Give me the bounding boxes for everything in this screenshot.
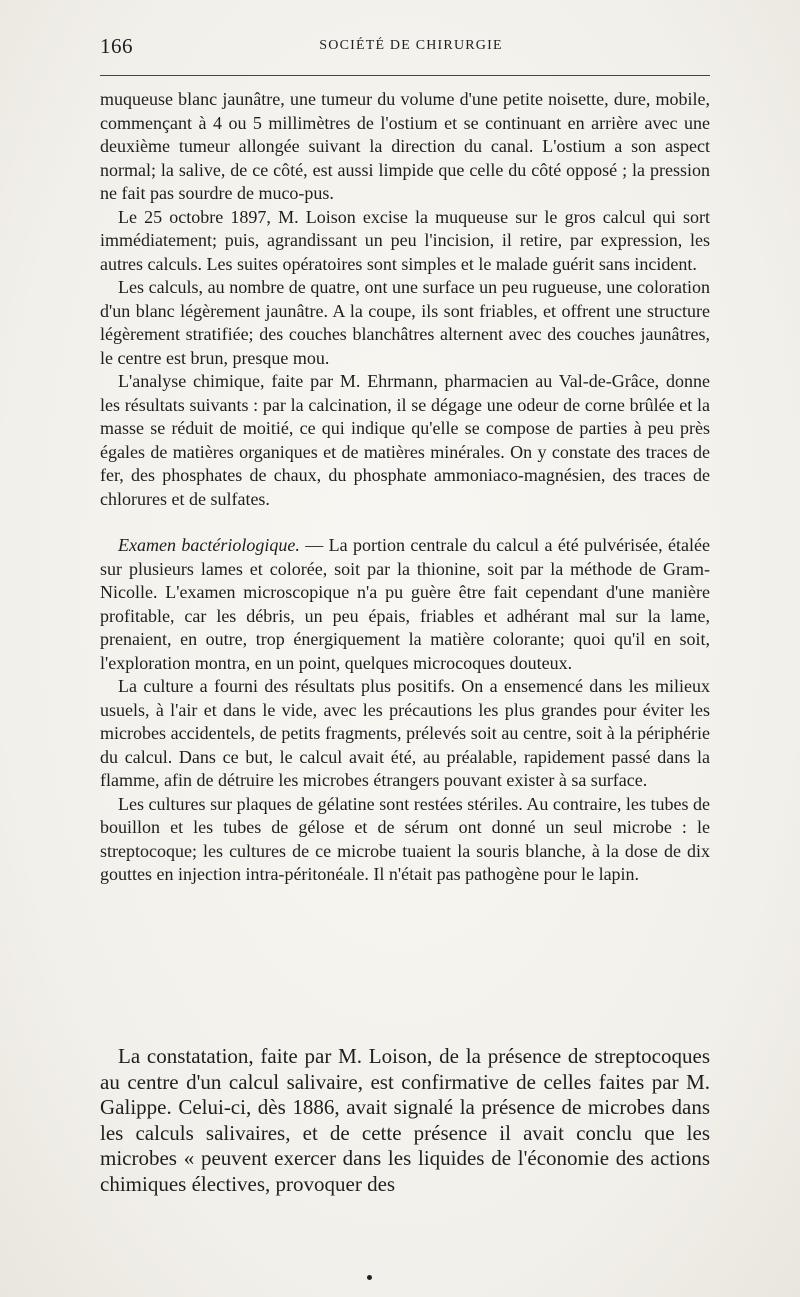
running-title: SOCIÉTÉ DE CHIRURGIE xyxy=(319,38,503,53)
body-text xyxy=(100,88,710,887)
running-head xyxy=(100,34,710,60)
bacteriological-text: — La portion centrale du calcul a été pulvérisée, étalée sur plusieurs lames et colorée, soit par la thionine, soit par la méthode de Gram-Nicolle. L'examen microscopique n'a pu guère être fait cependant d'une manière profitable, car les débris, un peu épais, friables et adhérant mal sur la lame, prenaient, en outre, trop énergiquement la matière colorante; quoi qu'il en soit, l'exploration montra, en un point, quelques microcoques douteux. xyxy=(100,535,710,673)
paragraph-operation: Le 25 octobre 1897, M. Loison excise la muqueuse sur le gros calcul qui sort immédiatement; puis, agrandissant un peu l'incision, il retire, par expression, les autres calculs. Les suites opératoires sont simples et le malade guérit sans incident. xyxy=(100,206,710,274)
paragraph-culture-results: Les cultures sur plaques de gélatine sont restées stériles. Au contraire, les tubes de bouillon et les tubes de gélose et de sérum ont donné un seul microbe : le streptocoque; les cultures de ce microbe tuaient la souris blanche, à la dose de dix gouttes en injection intra-péritonéale. Il n'était pas pathogène pour le lapin. xyxy=(100,793,710,884)
paragraph-calculi-description: Les calculs, au nombre de quatre, ont une surface un peu rugueuse, une coloration d'un blanc légèrement jaunâtre. A la coupe, ils sont friables, et offrent une structure légèrement stratifiée; des couches blanchâtres alternent avec des couches jaunâtres, le centre est brun, presque mou. xyxy=(100,277,710,368)
paragraph-case-description: muqueuse blanc jaunâtre, une tumeur du volume d'une petite noisette, dure, mobile, commençant à 4 ou 5 millimètres de l'ostium et se continuant en arrière avec une deuxième tumeur allongée suivant la direction du canal. L'ostium a son aspect normal; la salive, de ce côté, est aussi limpide que celle du côté opposé ; la pression ne fait pas sourdre de muco-pus. xyxy=(100,89,710,203)
paragraph-commentary: La constatation, faite par M. Loison, de la présence de streptocoques au centre d'un calcul salivaire, est confirmative de celles faites par M. Galippe. Celui-ci, dès 1886, avait signalé la présence de microbes dans les calculs salivaires, et de cette présence il avait conclu que les microbes « peuvent exercer dans les liquides de l'économie des actions chimiques électives, provoquer des xyxy=(100,1044,710,1196)
paragraph-chemical-analysis: L'analyse chimique, faite par M. Ehrmann, pharmacien au Val-de-Grâce, donne les résultats suivants : par la calcination, il se dégage une odeur de corne brûlée et la masse se réduit de moitié, ce qui indique qu'elle se compose de parties à peu près égales de matières organiques et de matières minérales. On y constate des traces de fer, des phosphates de chaux, du phosphate ammoniaco-magnésien, des traces de chlorures et de sulfates. xyxy=(100,371,710,509)
commentary-text xyxy=(100,1044,710,1197)
paragraph-bacteriological-exam xyxy=(100,534,710,675)
subheading-bacteriological: Examen bactériologique. xyxy=(118,535,300,555)
page-number: 166 xyxy=(100,34,133,58)
header-rule xyxy=(100,75,710,76)
ink-speck xyxy=(367,1275,372,1280)
paragraph-culture: La culture a fourni des résultats plus positifs. On a ensemencé dans les milieux usuels, à l'air et dans le vide, avec les précautions les plus grandes pour éviter les microbes accidentels, de petits fragments, prélevés soit au centre, soit à la périphérie du calcul. Dans ce but, le calcul avait été, au préalable, rapidement passé dans la flamme, afin de détruire les microbes étrangers pouvant exister à sa surface. xyxy=(100,676,710,790)
